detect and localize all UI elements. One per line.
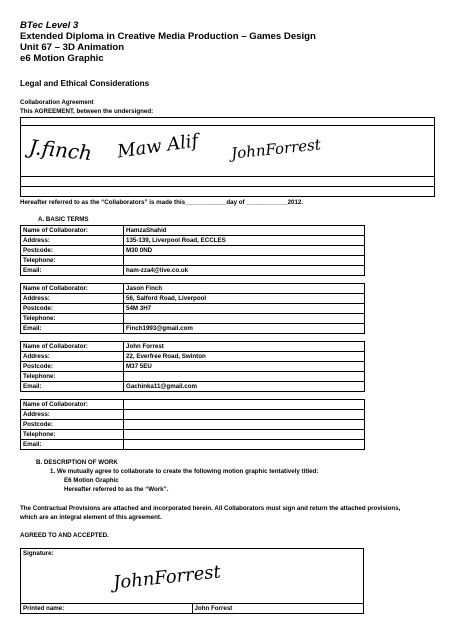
collaborator-table-4 bbox=[20, 399, 365, 450]
agreed-accepted: AGREED TO AND ACCEPTED. bbox=[20, 532, 109, 539]
label-email: Email: bbox=[21, 440, 124, 450]
value-address: 135-139, Liverpool Road, ECCLES bbox=[124, 236, 365, 246]
value-address bbox=[124, 410, 365, 420]
work-title: E6 Motion Graphic bbox=[64, 477, 119, 484]
document-title: BTec Level 3 bbox=[20, 20, 79, 31]
collaborator-table-3 bbox=[20, 341, 365, 392]
signatures-box bbox=[20, 117, 435, 197]
collaborator-table-2 bbox=[20, 283, 365, 334]
label-name: Name of Collaborator: bbox=[21, 400, 124, 410]
label-name: Name of Collaborator: bbox=[21, 284, 124, 294]
collaborators-hereafter: Hereafter referred to as the “Collaborators” is made this____________day of ____________2012. bbox=[20, 199, 304, 206]
value-telephone bbox=[124, 256, 365, 266]
value-name: HamzaShahid bbox=[124, 226, 365, 236]
label-address: Address: bbox=[21, 294, 124, 304]
description-item-1: 1. We mutually agree to collaborate to create the following motion graphic tentatively titled: bbox=[50, 468, 319, 475]
provisions-line-2: which are an integral element of this agreement. bbox=[20, 514, 162, 521]
label-email: Email: bbox=[21, 382, 124, 392]
collaborator-table-1 bbox=[20, 225, 365, 276]
label-telephone: Telephone: bbox=[21, 430, 124, 440]
signature-cell bbox=[21, 549, 364, 604]
label-address: Address: bbox=[21, 236, 124, 246]
value-name: Jason Finch bbox=[124, 284, 365, 294]
signature-label: Signature: bbox=[23, 550, 54, 557]
printed-name-value: John Forrest bbox=[192, 604, 364, 614]
section-title: Legal and Ethical Considerations bbox=[20, 79, 150, 88]
signature-table bbox=[20, 548, 364, 614]
label-email: Email: bbox=[21, 324, 124, 334]
value-name bbox=[124, 400, 365, 410]
label-name: Name of Collaborator: bbox=[21, 226, 124, 236]
label-telephone: Telephone: bbox=[21, 256, 124, 266]
label-postcode: Postcode: bbox=[21, 362, 124, 372]
printed-name-label: Printed name: bbox=[21, 604, 193, 614]
label-postcode: Postcode: bbox=[21, 246, 124, 256]
course-title: Extended Diploma in Creative Media Production – Games Design bbox=[20, 31, 316, 42]
value-postcode: M37 5EU bbox=[124, 362, 365, 372]
agreement-intro: This AGREEMENT, between the undersigned: bbox=[20, 108, 154, 115]
handwritten-signature-forrest: JohnForrest bbox=[112, 561, 222, 594]
signature-line bbox=[21, 176, 434, 177]
value-address: 56, Salford Road, Liverpool bbox=[124, 294, 365, 304]
basic-terms-heading: A. BASIC TERMS bbox=[38, 216, 89, 223]
value-address: 22, Everfree Road, Swinton bbox=[124, 352, 365, 362]
description-heading: B. DESCRIPTION OF WORK bbox=[36, 459, 118, 466]
handwritten-signature-forrest: JohnForrest bbox=[230, 135, 322, 163]
value-postcode: M30 0ND bbox=[124, 246, 365, 256]
work-hereafter: Hereafter referred to as the “Work”. bbox=[64, 486, 169, 493]
label-telephone: Telephone: bbox=[21, 372, 124, 382]
value-telephone bbox=[124, 314, 365, 324]
label-address: Address: bbox=[21, 352, 124, 362]
value-postcode bbox=[124, 420, 365, 430]
value-name: John Forrest bbox=[124, 342, 365, 352]
handwritten-signature-finch: J.finch bbox=[27, 134, 94, 166]
value-telephone bbox=[124, 372, 365, 382]
signature-line bbox=[21, 186, 434, 187]
label-address: Address: bbox=[21, 410, 124, 420]
agreement-heading: Collaboration Agreement bbox=[20, 99, 94, 106]
label-email: Email: bbox=[21, 266, 124, 276]
provisions-line-1: The Contractual Provisions are attached and incorporated herein. All Collaborators must sign and return the attached provisions, bbox=[20, 505, 401, 512]
label-name: Name of Collaborator: bbox=[21, 342, 124, 352]
value-email: Finch1993@gmail.com bbox=[124, 324, 365, 334]
project-title: e6 Motion Graphic bbox=[20, 53, 104, 64]
unit-title: Unit 67 – 3D Animation bbox=[20, 42, 125, 53]
label-telephone: Telephone: bbox=[21, 314, 124, 324]
signature-line bbox=[21, 125, 434, 126]
label-postcode: Postcode: bbox=[21, 304, 124, 314]
handwritten-signature-shahid: Maw Alif bbox=[115, 130, 200, 163]
value-telephone bbox=[124, 430, 365, 440]
value-email bbox=[124, 440, 365, 450]
value-email: ham-zza4@live.co.uk bbox=[124, 266, 365, 276]
label-postcode: Postcode: bbox=[21, 420, 124, 430]
value-email: Gachinka11@gmail.com bbox=[124, 382, 365, 392]
value-postcode: 54M 3H7 bbox=[124, 304, 365, 314]
